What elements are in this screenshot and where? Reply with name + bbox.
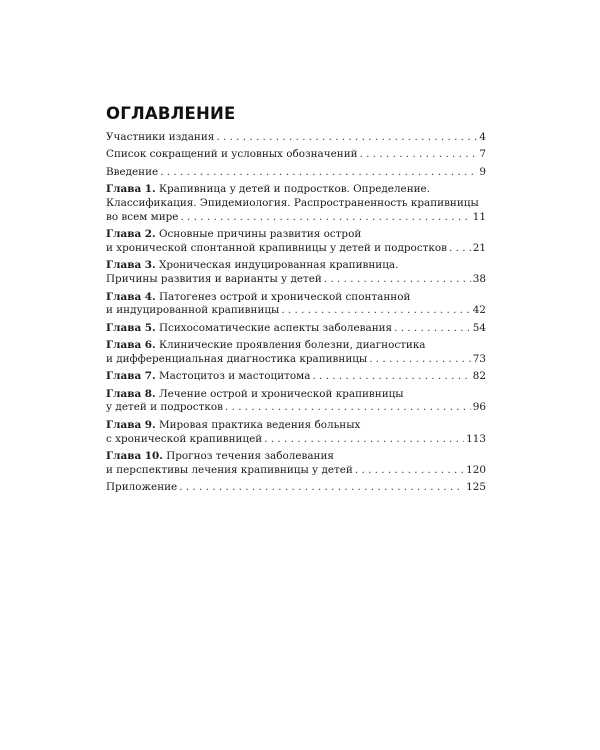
toc-entry-line: [106, 197, 486, 211]
entry-title: и дифференциальная диагностика крапивницы: [106, 352, 368, 365]
toc-entry[interactable]: [106, 339, 486, 367]
entry-title: Клинические проявления болезни, диагностика: [158, 339, 426, 352]
toc-entry-line: [106, 211, 486, 225]
entry-title: Мастоцитоз и мастоцитома: [158, 370, 311, 383]
table-of-contents: [106, 131, 486, 499]
dot-leader: [355, 464, 464, 478]
toc-entry-line: [106, 304, 486, 318]
dot-leader: [225, 401, 471, 415]
dot-leader: [264, 433, 464, 447]
dot-leader: [324, 273, 471, 287]
entry-title: Психосоматические аспекты заболевания: [158, 321, 393, 334]
toc-entry-line: [106, 148, 486, 162]
toc-entry[interactable]: [106, 481, 486, 495]
entry-title: и перспективы лечения крапивницы у детей: [106, 463, 353, 476]
dot-leader: [369, 353, 471, 367]
dot-leader: [281, 304, 470, 318]
toc-entry-line: [106, 242, 486, 256]
toc-entry-line: [106, 401, 486, 415]
page-number: 82: [472, 370, 486, 383]
entry-title: Лечение острой и хронической крапивницы: [158, 387, 404, 400]
page-number: 96: [472, 401, 486, 414]
entry-title: и индуцированной крапивницы: [106, 304, 280, 317]
toc-entry-line: [106, 481, 486, 495]
page-number: 11: [472, 210, 486, 223]
entry-title: Классификация. Эпидемиология. Распространенность крапивницы: [106, 196, 479, 209]
entry-title: и хронической спонтанной крапивницы у детей и подростков: [106, 241, 447, 254]
toc-entry-line: [106, 388, 486, 402]
toc-entry-line: [106, 339, 486, 353]
toc-entry-line: [106, 322, 486, 336]
page-number: 38: [472, 273, 486, 286]
entry-title: Прогноз течения заболевания: [166, 450, 334, 463]
chapter-label: Глава 1.: [106, 183, 156, 196]
dot-leader: [216, 131, 477, 145]
entry-title: Причины развития и варианты у детей: [106, 273, 322, 286]
chapter-label: Глава 6.: [106, 339, 156, 352]
entry-title: Крапивница у детей и подростков. Определение.: [158, 183, 431, 196]
chapter-label: Глава 4.: [106, 290, 156, 303]
page-number: 4: [479, 131, 486, 143]
page-number: 73: [472, 352, 486, 365]
chapter-label: Глава 2.: [106, 228, 156, 241]
dot-leader: [360, 148, 478, 162]
toc-entry-line: [106, 433, 486, 447]
chapter-label: Глава 8.: [106, 387, 156, 400]
toc-entry-line: [106, 419, 486, 433]
toc-entry[interactable]: [106, 291, 486, 319]
page-number: 125: [466, 481, 486, 494]
dot-leader: [394, 322, 471, 336]
entry-title: Хроническая индуцированная крапивница.: [158, 259, 399, 272]
entry-title: Список сокращений и условных обозначений: [106, 148, 358, 161]
toc-heading: ОГЛАВЛЕНИЕ: [106, 104, 236, 123]
page-number: 120: [466, 463, 486, 476]
toc-entry-line: [106, 450, 486, 464]
page-number: 7: [479, 148, 486, 161]
toc-entry[interactable]: [106, 166, 486, 180]
toc-entry-line: [106, 464, 486, 478]
toc-entry-line: [106, 273, 486, 287]
dot-leader: [449, 242, 471, 256]
toc-entry-line: [106, 259, 486, 273]
toc-entry[interactable]: [106, 322, 486, 336]
toc-entry-line: [106, 228, 486, 242]
toc-entry-line: [106, 353, 486, 367]
toc-entry-line: [106, 370, 486, 384]
toc-entry[interactable]: [106, 148, 486, 162]
entry-title: Введение: [106, 165, 159, 178]
entry-title: Участники издания: [106, 131, 215, 143]
toc-entry[interactable]: [106, 370, 486, 384]
toc-entry[interactable]: [106, 228, 486, 256]
dot-leader: [179, 481, 464, 495]
toc-entry-line: [106, 166, 486, 180]
entry-title: Патогенез острой и хронической спонтанной: [158, 290, 411, 303]
toc-entry-line: [106, 183, 486, 197]
toc-entry[interactable]: [106, 259, 486, 287]
chapter-label: Глава 5.: [106, 321, 156, 334]
dot-leader: [312, 370, 470, 384]
dot-leader: [180, 211, 470, 225]
page-number: 21: [472, 241, 486, 254]
toc-entry-line: [106, 131, 486, 145]
toc-entry[interactable]: [106, 419, 486, 447]
chapter-label: Глава 10.: [106, 450, 163, 463]
toc-entry[interactable]: [106, 388, 486, 416]
page-number: 9: [479, 165, 486, 178]
toc-entry-line: [106, 291, 486, 305]
entry-title: с хронической крапивницей: [106, 432, 263, 445]
toc-entry[interactable]: [106, 450, 486, 478]
chapter-label: Глава 9.: [106, 418, 156, 431]
entry-title: Мировая практика ведения больных: [158, 418, 361, 431]
entry-title: во всем мире: [106, 210, 179, 223]
toc-entry[interactable]: [106, 131, 486, 145]
toc-entry[interactable]: [106, 183, 486, 224]
entry-title: Основные причины развития острой: [158, 228, 362, 241]
entry-title: Приложение: [106, 481, 178, 494]
chapter-label: Глава 3.: [106, 259, 156, 272]
chapter-label: Глава 7.: [106, 370, 156, 383]
page-number: 113: [466, 432, 486, 445]
page-number: 42: [472, 304, 486, 317]
dot-leader: [160, 166, 477, 180]
page-number: 54: [472, 321, 486, 334]
entry-title: у детей и подростков: [106, 401, 223, 414]
